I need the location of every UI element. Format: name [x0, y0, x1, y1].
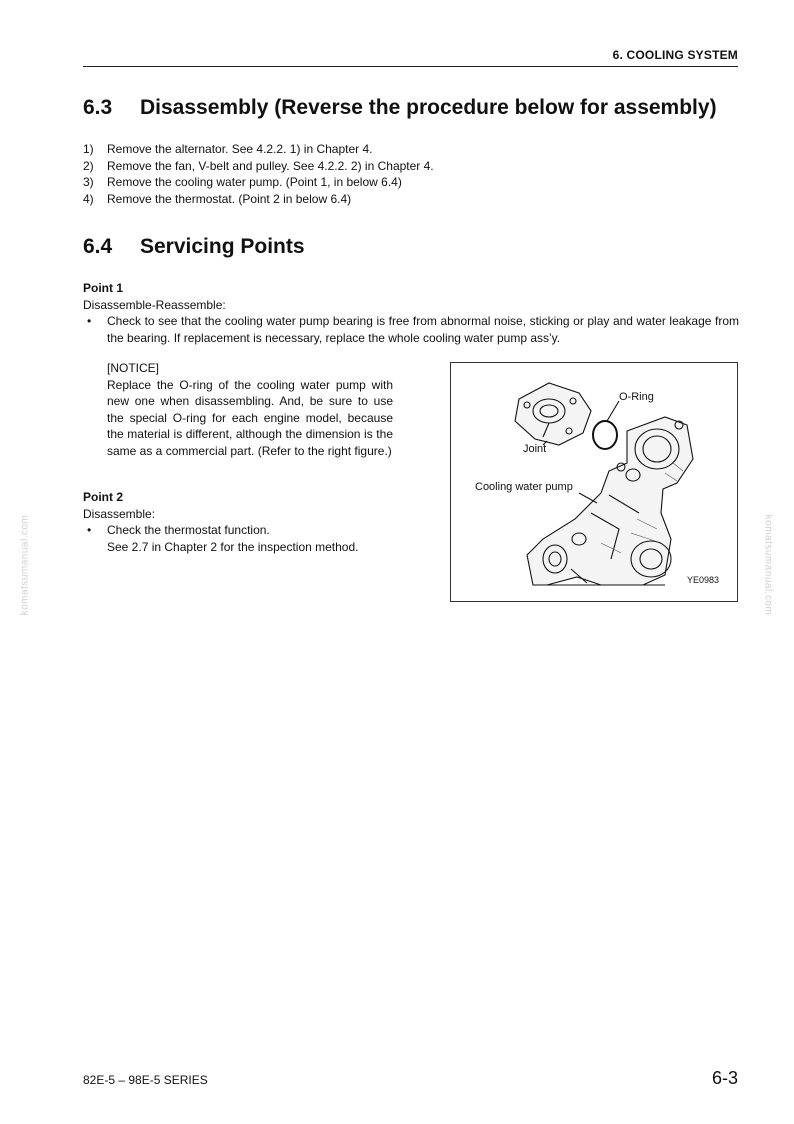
- point-2-block: [83, 489, 413, 555]
- watermark-left: komatsumanual.com: [19, 514, 31, 616]
- point-1-block: [83, 280, 739, 346]
- point-1-subheading: Disassemble-Reassemble:: [83, 297, 226, 312]
- step-number: 1): [83, 142, 94, 156]
- step-number: 2): [83, 158, 94, 173]
- point-2-subheading: Disassemble:: [83, 506, 156, 521]
- list-item: [83, 191, 434, 208]
- point-1-bullet: [83, 313, 739, 346]
- section-number: 6.3: [83, 96, 113, 119]
- section-number: 6.4: [83, 235, 113, 258]
- list-item: [83, 141, 434, 158]
- header-divider: [83, 66, 738, 67]
- watermark-right: komatsumanual.com: [762, 514, 774, 616]
- joint-label: Joint: [523, 443, 547, 455]
- bullet-text: Check to see that the cooling water pump bearing is free from abnormal noise, sticking or play and water leakage from the bearing. If replacement is necessary, replace the whole cooling water pump ass’y.: [107, 314, 739, 345]
- list-item: [83, 174, 434, 191]
- notice-text: Replace the O-ring of the cooling water pump with new one when disassembling. And, be sure to use the special O-ring for each engine model, because the material is different, although the dimension is the same as a commercial part. (Refer to the right figure.): [107, 377, 393, 458]
- disassembly-steps: [83, 141, 434, 207]
- point-1-heading: Point 1: [83, 281, 124, 295]
- bullet-mark: •: [87, 523, 92, 537]
- running-header: 6. COOLING SYSTEM: [612, 48, 738, 62]
- step-number: 4): [83, 191, 94, 206]
- step-text: Remove the cooling water pump. (Point 1, in below 6.4): [107, 175, 402, 189]
- point-2-bullet: [83, 522, 413, 539]
- step-text: Remove the alternator. See 4.2.2. 1) in Chapter 4.: [107, 142, 373, 156]
- step-text: Remove the fan, V-belt and pulley. See 4.2.2. 2) in Chapter 4.: [107, 158, 434, 173]
- section-6-4-heading: [83, 235, 305, 259]
- section-title: Disassembly (Reverse the procedure below for assembly): [140, 96, 717, 119]
- figure-code: YE0983: [687, 575, 720, 585]
- footer-series: 82E-5 – 98E-5 SERIES: [83, 1073, 208, 1087]
- step-number: 3): [83, 175, 94, 189]
- step-text: Remove the thermostat. (Point 2 in below 6.4): [107, 191, 352, 206]
- section-6-3-heading: [83, 96, 717, 120]
- list-item: [83, 158, 434, 175]
- bullet-text: Check the thermostat function.: [107, 523, 270, 537]
- notice-label: [NOTICE]: [107, 361, 160, 375]
- bullet-mark: •: [87, 314, 92, 328]
- pump-figure: [450, 362, 738, 602]
- page-number: 6-3: [711, 1068, 738, 1088]
- point-2-heading: Point 2: [83, 490, 124, 504]
- bullet-continuation: See 2.7 in Chapter 2 for the inspection method.: [107, 539, 359, 554]
- notice-block: [107, 360, 393, 459]
- cooling-water-pump-label: Cooling water pump: [475, 481, 573, 493]
- o-ring-label: O-Ring: [619, 391, 654, 403]
- section-title: Servicing Points: [140, 235, 305, 258]
